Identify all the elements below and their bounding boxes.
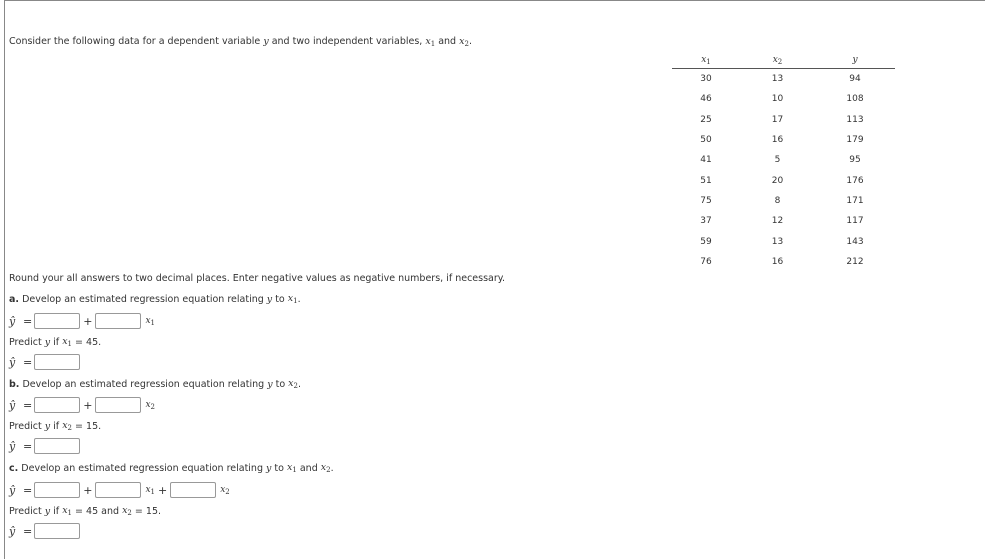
part-c-cond1 (62, 505, 72, 517)
yhat-symbol: ŷ (9, 524, 16, 538)
cell-x2: 12 (771, 216, 784, 227)
header-x1 (672, 52, 740, 69)
cell-y: 143 (846, 236, 864, 247)
cell-x1: 51 (700, 175, 712, 186)
part-c-cond2-sub: 2 (127, 509, 132, 517)
cell-y: 108 (846, 94, 864, 105)
instructions: Round your all answers to two decimal places. Enter negative values as negative numbers, if necessary. (9, 273, 506, 284)
cell-x2: 20 (771, 175, 784, 186)
part-a-prompt (9, 293, 301, 305)
table-row (672, 69, 895, 90)
part-c-eq-var2-sub: 2 (225, 487, 230, 496)
part-c-eq-var1 (145, 485, 155, 496)
cell-x2: 13 (771, 236, 784, 247)
part-a-prediction-input[interactable] (34, 354, 80, 370)
part-a-predict-cond-sub: 1 (67, 340, 73, 348)
part-b-eq-var (145, 400, 155, 411)
header-x2-letter: x (772, 54, 778, 65)
part-a-predict-y: y (44, 336, 51, 348)
intro-and: and (438, 36, 457, 47)
part-b-predict-cond-sub: 2 (67, 424, 73, 432)
header-x1-sub: 1 (706, 57, 711, 66)
cell-x2: 10 (771, 94, 784, 105)
part-c-eq-var2 (220, 485, 230, 496)
part-a-equation (9, 312, 155, 330)
part-a-eq-var-sub: 1 (150, 318, 155, 327)
data-table (672, 52, 895, 272)
part-a-var-sub: 1 (293, 297, 298, 305)
header-y (815, 52, 895, 69)
part-c-and: and (299, 462, 318, 474)
part-c-prompt (9, 462, 334, 474)
part-b-y: y (267, 378, 273, 390)
part-c-var1-letter: x (287, 462, 293, 473)
part-a-predict-cond (62, 336, 72, 348)
table-row (672, 211, 895, 231)
part-b-var-letter: x (288, 378, 294, 389)
cell-x1: 37 (700, 216, 712, 227)
part-c-end: . (330, 462, 334, 474)
part-c-predict-if: if (53, 505, 60, 517)
part-b-prediction (9, 437, 80, 455)
part-b-var (288, 378, 298, 390)
part-c-var1-sub: 1 (292, 466, 297, 474)
equals-sign: = (23, 524, 33, 538)
part-a-eq-var-letter: x (145, 315, 151, 326)
part-c-predict (9, 505, 161, 517)
part-a-end: . (297, 293, 301, 305)
equals-sign: = (23, 355, 33, 369)
table-row (672, 89, 895, 109)
cell-y: 117 (846, 216, 864, 227)
cell-x1: 25 (700, 114, 712, 125)
part-b-predict-cond-letter: x (62, 420, 68, 431)
intro-text-before: Consider the following data for a dependent variable (9, 36, 261, 47)
part-b-predict-y: y (44, 420, 51, 432)
part-a-var-letter: x (287, 293, 294, 304)
intro-x1-letter: x (425, 36, 431, 47)
part-c-eq-var1-sub: 1 (150, 487, 155, 496)
part-c-cond2-val: = 15. (134, 505, 162, 517)
part-c-y: y (266, 462, 272, 474)
table-row (672, 130, 895, 150)
part-c-var1 (287, 462, 297, 474)
part-c-prediction-input[interactable] (34, 523, 80, 539)
plus-sign: + (83, 483, 93, 497)
part-c-intercept-input[interactable] (34, 482, 80, 498)
header-x2 (740, 52, 815, 69)
yhat-symbol: ŷ (9, 398, 16, 412)
intro-x1-sub: 1 (430, 40, 436, 48)
part-c-cond1-sub: 1 (67, 509, 73, 517)
intro-x2 (459, 36, 469, 47)
part-a-to: to (275, 293, 285, 305)
cell-x2: 5 (774, 155, 781, 166)
equals-sign: = (23, 398, 33, 412)
part-a-predict (9, 336, 101, 348)
yhat-symbol: ŷ (9, 483, 16, 497)
table-row (672, 252, 895, 272)
part-c-cond1-val: = 45 (75, 505, 99, 517)
part-a-text: Develop an estimated regression equation relating (22, 293, 264, 305)
part-c-predict-text: Predict (9, 505, 42, 517)
part-a-intercept-input[interactable] (34, 313, 80, 329)
intro-x1 (425, 36, 435, 47)
equals-sign: = (23, 314, 33, 328)
plus-sign: + (83, 398, 93, 412)
cell-x1: 75 (700, 195, 712, 206)
cell-y: 212 (846, 256, 864, 267)
cell-y: 113 (846, 114, 864, 125)
part-a-y: y (266, 293, 273, 305)
part-a-eq-var (145, 316, 155, 327)
cell-x1: 76 (700, 256, 712, 267)
part-c-x2-coef-input[interactable] (170, 482, 216, 498)
intro-end: . (468, 36, 472, 47)
part-c-equation (9, 481, 230, 499)
cell-x1: 46 (700, 94, 712, 105)
table-header-row (672, 52, 895, 69)
cell-y: 94 (849, 74, 861, 85)
part-a-var (288, 293, 298, 305)
part-a-predict-cond-letter: x (62, 336, 68, 347)
part-b-predict-cond (62, 420, 72, 432)
part-b-intercept-input[interactable] (34, 397, 80, 413)
intro-y: y (263, 36, 269, 47)
equals-sign: = (23, 483, 33, 497)
header-x1-letter: x (701, 54, 707, 65)
plus-sign: + (83, 314, 93, 328)
cell-x1: 50 (700, 135, 712, 146)
cell-x2: 16 (771, 135, 784, 146)
cell-y: 179 (846, 135, 864, 146)
part-b-equation (9, 396, 155, 414)
part-c-cond2 (122, 505, 132, 517)
table-row (672, 150, 895, 170)
intro-text-mid: and two independent variables, (271, 36, 423, 47)
part-a-predict-if: if (53, 336, 60, 348)
part-a-predict-text: Predict (9, 336, 42, 348)
part-c-var2-sub: 2 (326, 466, 331, 474)
yhat-symbol: ŷ (9, 355, 16, 369)
cell-x2: 13 (771, 74, 784, 85)
part-c-eq-var1-letter: x (145, 484, 151, 495)
cell-y: 171 (846, 195, 864, 206)
cell-x2: 17 (771, 114, 784, 125)
part-b-slope-input[interactable] (95, 397, 141, 413)
part-b-predict-if: if (53, 420, 60, 432)
part-b-end: . (298, 378, 302, 390)
part-b-predict (9, 420, 101, 432)
cell-x2: 16 (771, 256, 784, 267)
part-c-x1-coef-input[interactable] (95, 482, 141, 498)
part-a-slope-input[interactable] (95, 313, 141, 329)
part-a-predict-val: = 45. (75, 336, 102, 348)
part-b-prompt (9, 378, 301, 390)
part-b-var-sub: 2 (293, 382, 298, 390)
part-b-label: b. (9, 378, 20, 390)
part-a-prediction (9, 353, 80, 371)
table-row (672, 110, 895, 130)
part-c-cond2-letter: x (122, 505, 128, 516)
part-c-predict-y: y (44, 505, 51, 517)
part-c-var2 (321, 462, 331, 474)
part-c-to: to (274, 462, 284, 474)
part-b-predict-val: = 15. (75, 420, 102, 432)
cell-x1: 41 (700, 155, 712, 166)
yhat-symbol: ŷ (9, 314, 16, 328)
part-a-label: a. (9, 293, 20, 305)
cell-x1: 59 (700, 236, 712, 247)
part-b-eq-var-sub: 2 (150, 402, 155, 411)
part-c-prediction (9, 522, 80, 540)
table-row (672, 191, 895, 211)
header-x2-sub: 2 (777, 57, 783, 66)
equals-sign: = (23, 439, 33, 453)
yhat-symbol: ŷ (9, 439, 16, 453)
plus-sign: + (157, 483, 168, 497)
part-b-predict-text: Predict (9, 420, 42, 432)
part-b-text: Develop an estimated regression equation relating (22, 378, 265, 390)
part-c-eq-var2-letter: x (220, 484, 226, 495)
intro-x2-sub: 2 (464, 40, 469, 48)
header-y-letter: y (852, 55, 858, 65)
cell-x2: 8 (774, 195, 781, 206)
intro-text (9, 36, 472, 48)
part-c-label: c. (9, 462, 19, 474)
part-b-eq-var-letter: x (145, 399, 151, 410)
intro-x2-letter: x (459, 36, 465, 47)
table-row (672, 170, 895, 190)
part-c-text: Develop an estimated regression equation relating (21, 462, 263, 474)
table-row (672, 231, 895, 251)
part-b-to: to (275, 378, 286, 390)
part-c-var2-letter: x (320, 462, 327, 473)
part-c-cond-and: and (101, 505, 120, 517)
cell-y: 176 (846, 175, 864, 186)
part-c-cond1-letter: x (62, 505, 68, 516)
cell-y: 95 (849, 155, 861, 166)
part-b-prediction-input[interactable] (34, 438, 80, 454)
cell-x1: 30 (700, 74, 712, 85)
